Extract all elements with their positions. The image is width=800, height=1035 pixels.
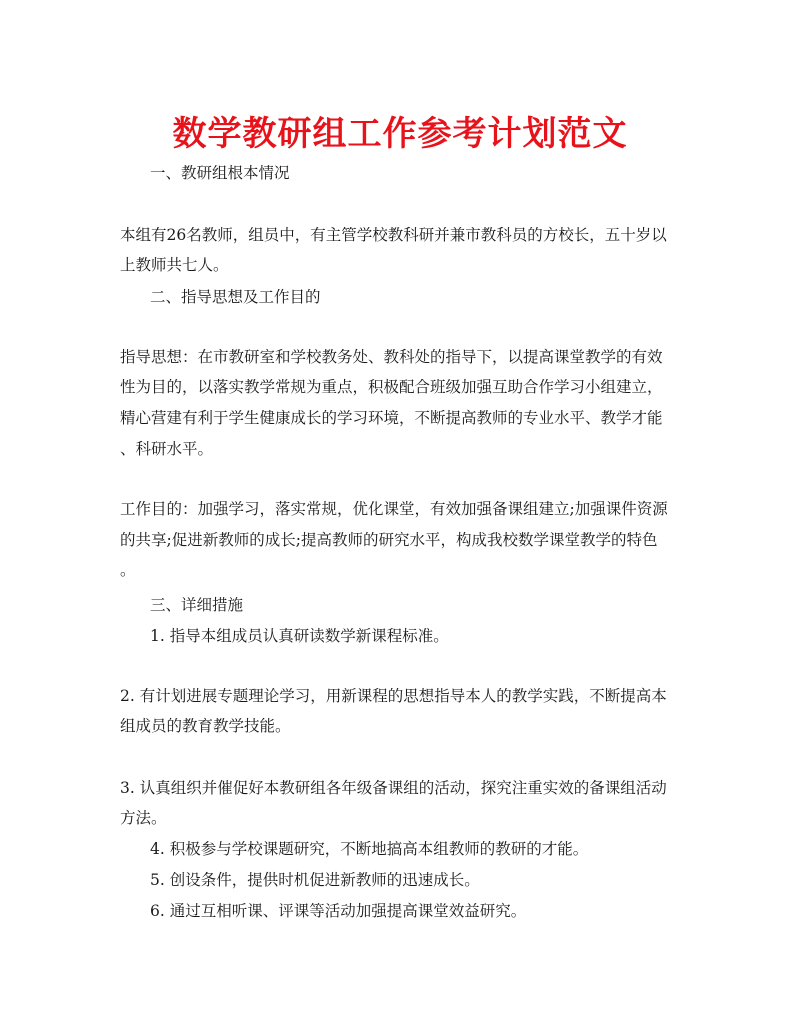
list-item: 1. 指导本组成员认真研读数学新课程标准。 — [150, 627, 449, 645]
paragraph-line: 。 — [120, 561, 136, 579]
list-item: 5. 创设条件，提供时机促进新教师的迅速成长。 — [150, 871, 480, 889]
paragraph-line: 工作目的：加强学习，落实常规，优化课堂，有效加强备课组建立;加强课件资源 — [120, 500, 668, 518]
section-heading-1: 一、教研组根本情况 — [150, 164, 290, 182]
paragraph-line: 上教师共七人。 — [120, 256, 229, 274]
paragraph-line: 精心营建有利于学生健康成长的学习环境，不断提高教师的专业水平、教学才能 — [120, 409, 663, 427]
paragraph-line: 指导思想：在市教研室和学校教务处、教科处的指导下，以提高课堂教学的有效 — [120, 348, 663, 366]
section-heading-2: 二、指导思想及工作目的 — [150, 288, 321, 306]
list-item: 6. 通过互相听课、评课等活动加强提高课堂效益研究。 — [150, 902, 527, 920]
paragraph-line: 性为目的，以落实教学常规为重点，积极配合班级加强互助合作学习小组建立， — [120, 378, 663, 396]
section-heading-3: 三、详细措施 — [150, 596, 244, 614]
paragraph-line: 的共享;促进新教师的成长;提高教师的研究水平，构成我校数学课堂教学的特色 — [120, 531, 658, 549]
document-title: 数学教研组工作参考计划范文 — [172, 114, 628, 154]
list-item: 4. 积极参与学校课题研究，不断地搞高本组教师的教研的才能。 — [150, 840, 589, 858]
list-item: 3. 认真组织并催促好本教研组各年级备课组的活动，探究注重实效的备课组活动 — [120, 779, 667, 797]
list-item: 2. 有计划进展专题理论学习，用新课程的思想指导本人的教学实践，不断提高本 — [120, 687, 667, 705]
paragraph-line: 方法。 — [120, 809, 167, 827]
paragraph-line: 本组有26名教师，组员中，有主管学校教科研并兼市教科员的方校长，五十岁以 — [120, 226, 667, 244]
paragraph-line: 、科研水平。 — [120, 440, 214, 458]
paragraph-line: 组成员的教育教学技能。 — [120, 717, 291, 735]
